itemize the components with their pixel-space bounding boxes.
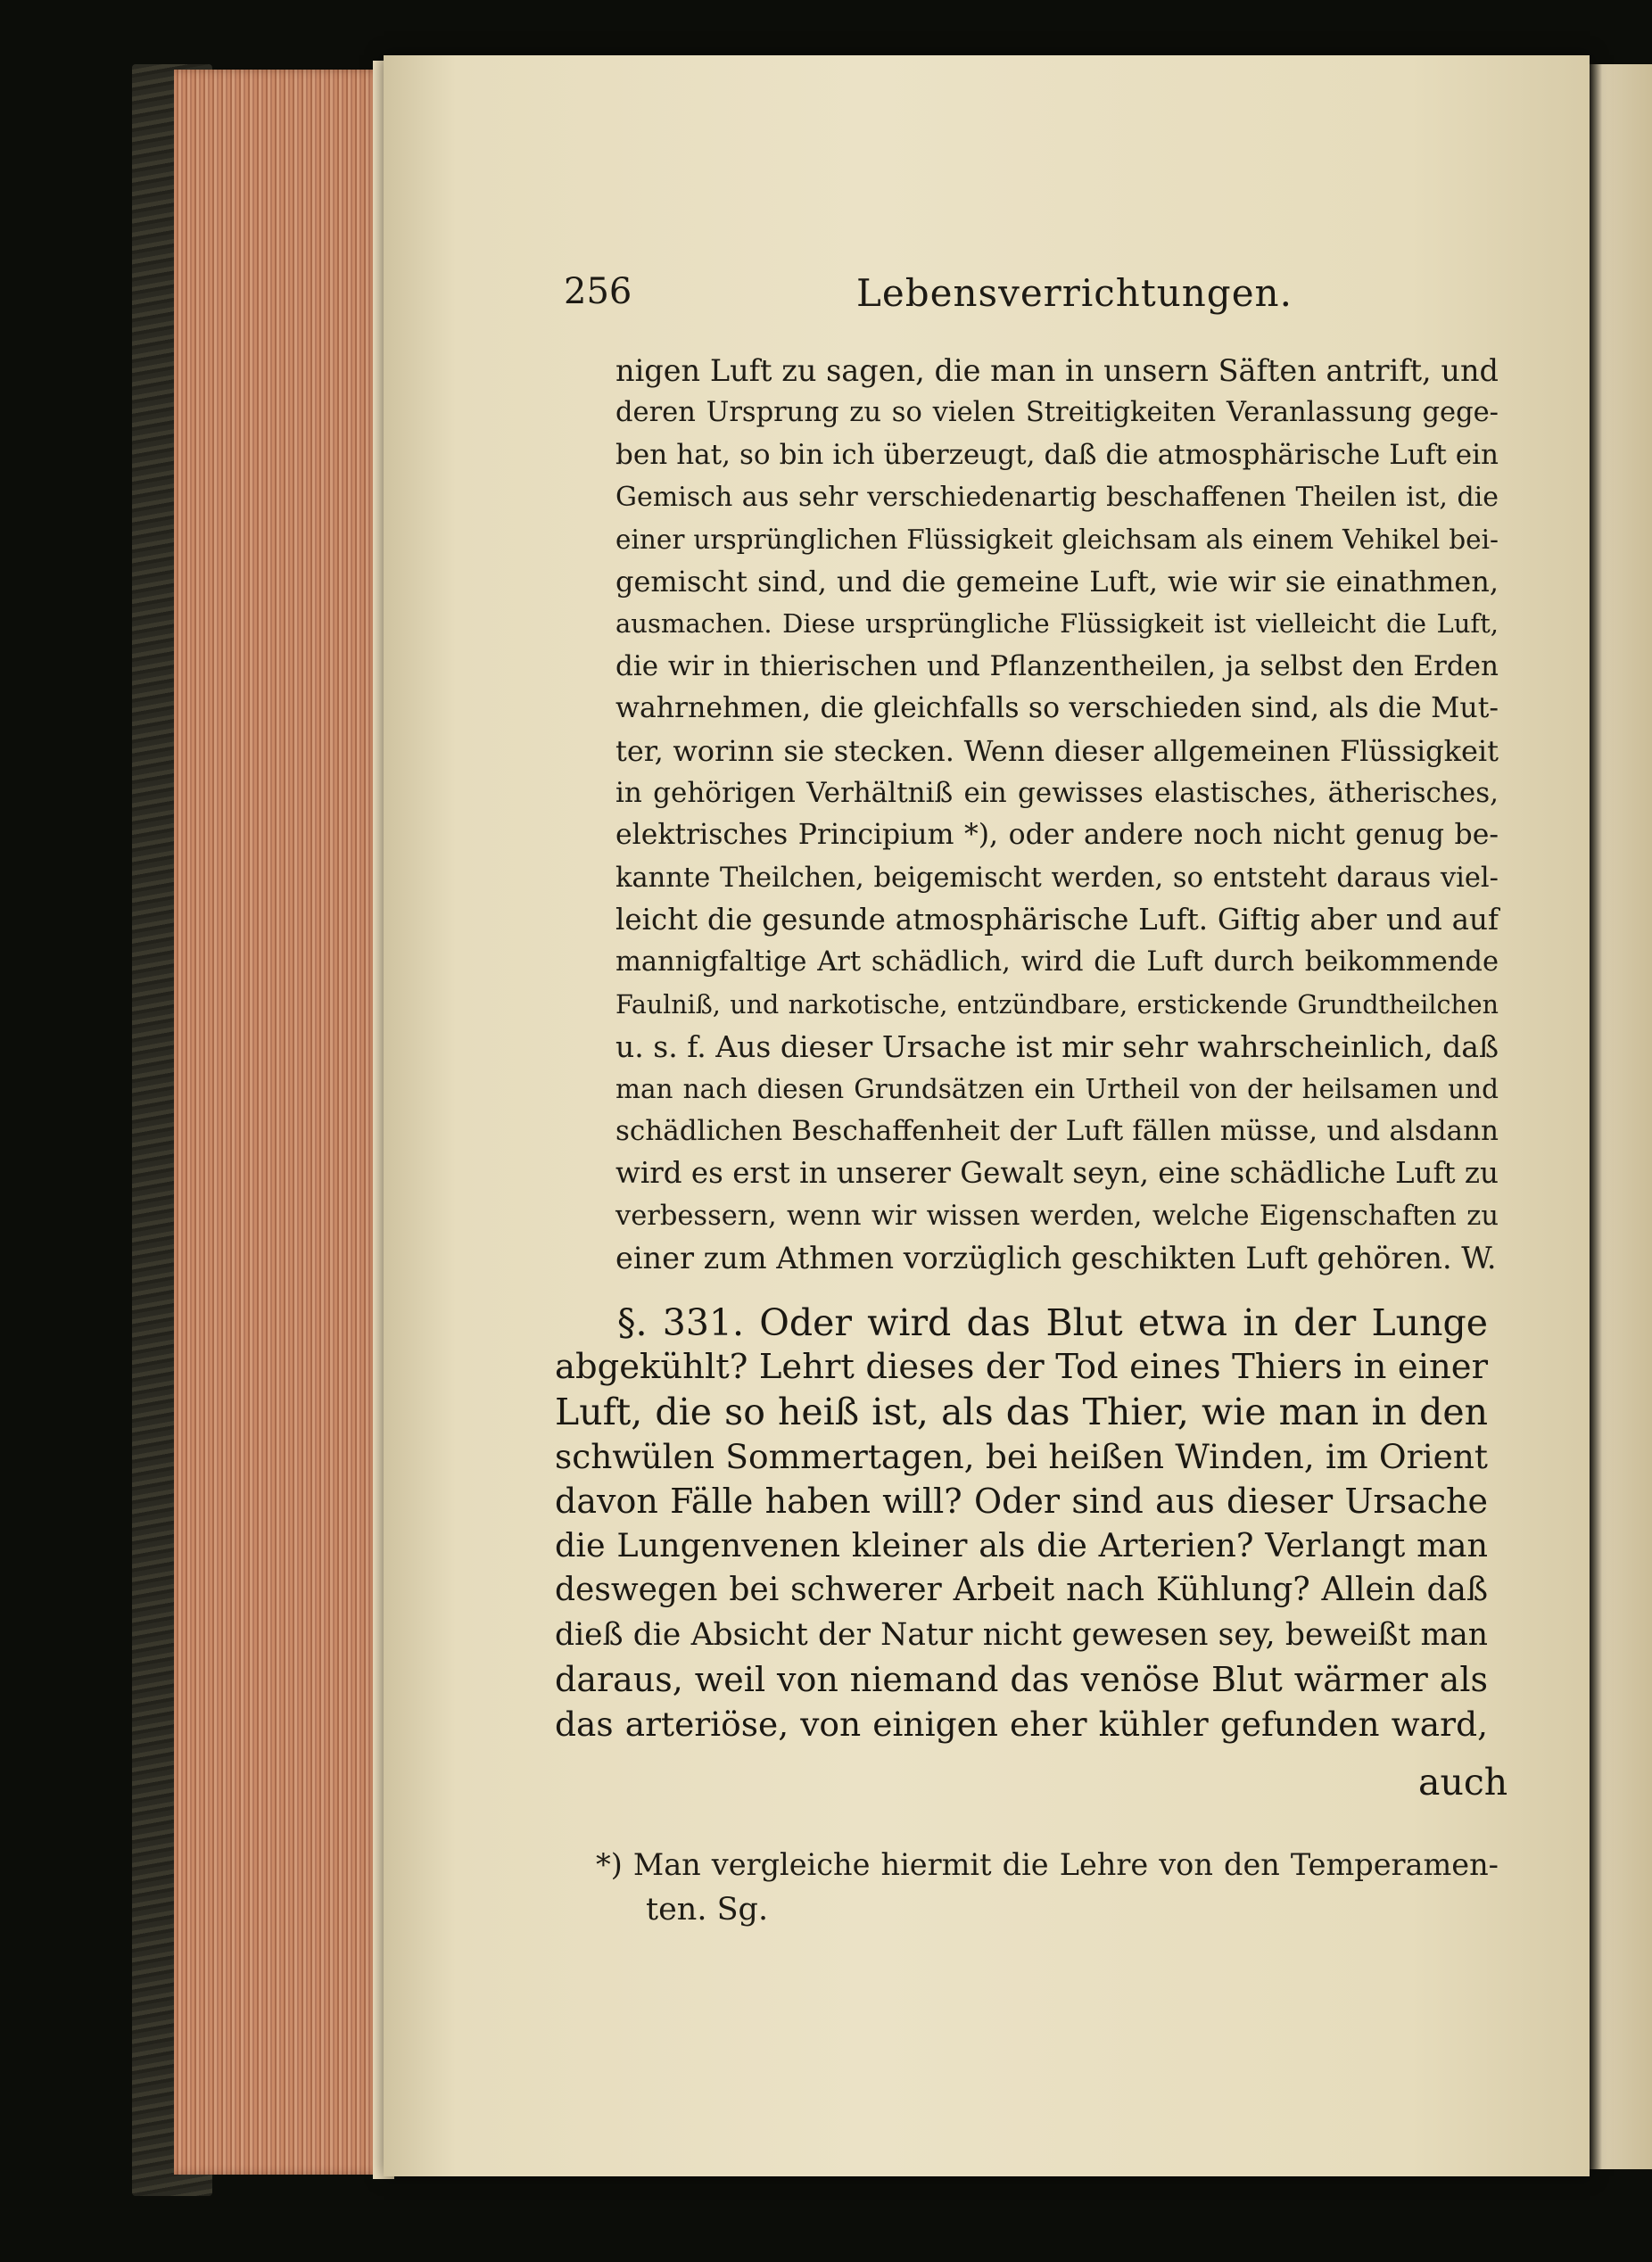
text-line: schwülen Sommertagen, bei heißen Winden, im Orient: [555, 1437, 1488, 1476]
text-line: u. s. f. Aus dieser Ursache ist mir sehr wahrscheinlich, daß: [615, 1029, 1499, 1065]
text-line: Luft, die so heiß ist, als das Thier, wie man in den: [555, 1391, 1488, 1433]
text-line: das arteriöse, von einigen eher kühler gefunden ward,: [555, 1705, 1488, 1744]
text-line: verbessern, wenn wir wissen werden, welche Eigenschaften zu: [615, 1200, 1499, 1232]
paragraph-continued: [615, 350, 1499, 1280]
footnote-line: *) Man vergleiche hiermit die Lehre von den Temperamen-: [596, 1847, 1499, 1882]
page-number: 256: [564, 271, 632, 312]
catchword: auch: [1418, 1761, 1508, 1804]
text-line: mannigfaltige Art schädlich, wird die Luft durch beikommende: [615, 946, 1499, 978]
text-line: abgekühlt? Lehrt dieses der Tod eines Thiers in einer: [555, 1347, 1488, 1387]
text-line: schädlichen Beschaffenheit der Luft fällen müsse, und alsdann: [615, 1115, 1499, 1148]
text-line: kannte Theilchen, beigemischt werden, so entsteht daraus viel-: [615, 862, 1499, 894]
text-line: deren Ursprung zu so vielen Streitigkeiten Veranlassung gege-: [615, 397, 1499, 429]
text-line: dieß die Absicht der Natur nicht gewesen sey, beweißt man: [555, 1617, 1488, 1653]
text-line: elektrisches Principium *), oder andere noch nicht genug be-: [615, 819, 1499, 852]
text-line: deswegen bei schwerer Arbeit nach Kühlung? Allein daß: [555, 1572, 1488, 1608]
running-title: Lebensverrichtungen.: [856, 271, 1293, 315]
page-edges: [174, 70, 388, 2175]
text-line: ben hat, so bin ich überzeugt, daß die atmosphärische Luft ein: [615, 438, 1499, 471]
text-line: die Lungenvenen kleiner als die Arterien? Verlangt man: [555, 1526, 1488, 1564]
footnote-line: ten. Sg.: [646, 1892, 769, 1928]
text-line: die wir in thierischen und Pflanzentheilen, ja selbst den Erden: [615, 649, 1499, 682]
text-line: ausmachen. Diese ursprüngliche Flüssigkeit ist vielleicht die Luft,: [615, 608, 1499, 640]
footnote: [596, 1843, 1499, 1932]
text-line: leicht die gesunde atmosphärische Luft. Giftig aber und auf: [615, 903, 1499, 937]
text-line: ter, worinn sie stecken. Wenn dieser allgemeinen Flüssigkeit: [615, 733, 1499, 768]
text-line: man nach diesen Grundsätzen ein Urtheil von der heilsamen und: [615, 1073, 1499, 1104]
text-line: wahrnehmen, die gleichfalls so verschieden sind, als die Mut-: [615, 692, 1499, 725]
text-line: davon Fälle haben will? Oder sind aus dieser Ursache: [555, 1482, 1488, 1521]
text-line: einer zum Athmen vorzüglich geschikten Luft gehören. W.: [615, 1241, 1497, 1276]
text-line: einer ursprünglichen Flüssigkeit gleichsam als einem Vehikel bei-: [615, 524, 1499, 555]
page-header: [564, 271, 1293, 325]
text-line: Gemisch aus sehr verschiedenartig beschaffenen Theilen ist, die: [615, 482, 1499, 514]
text-line: §. 331. Oder wird das Blut etwa in der Lunge: [617, 1301, 1488, 1344]
text-line: daraus, weil von niemand das venöse Blut wärmer als: [555, 1660, 1488, 1699]
text-line: in gehörigen Verhältniß ein gewisses elastisches, ätherisches,: [615, 776, 1499, 809]
text-line: nigen Luft zu sagen, die man in unsern Säften antrift, und: [615, 353, 1499, 388]
text-line: wird es erst in unserer Gewalt seyn, eine schädliche Luft zu: [615, 1156, 1499, 1191]
text-line: Faulniß, und narkotische, entzündbare, erstickende Grundtheilchen: [615, 989, 1499, 1020]
section-331: [555, 1300, 1488, 1746]
facing-page-edge: [1590, 64, 1652, 2169]
text-line: gemischt sind, und die gemeine Luft, wie wir sie einathmen,: [615, 564, 1499, 599]
